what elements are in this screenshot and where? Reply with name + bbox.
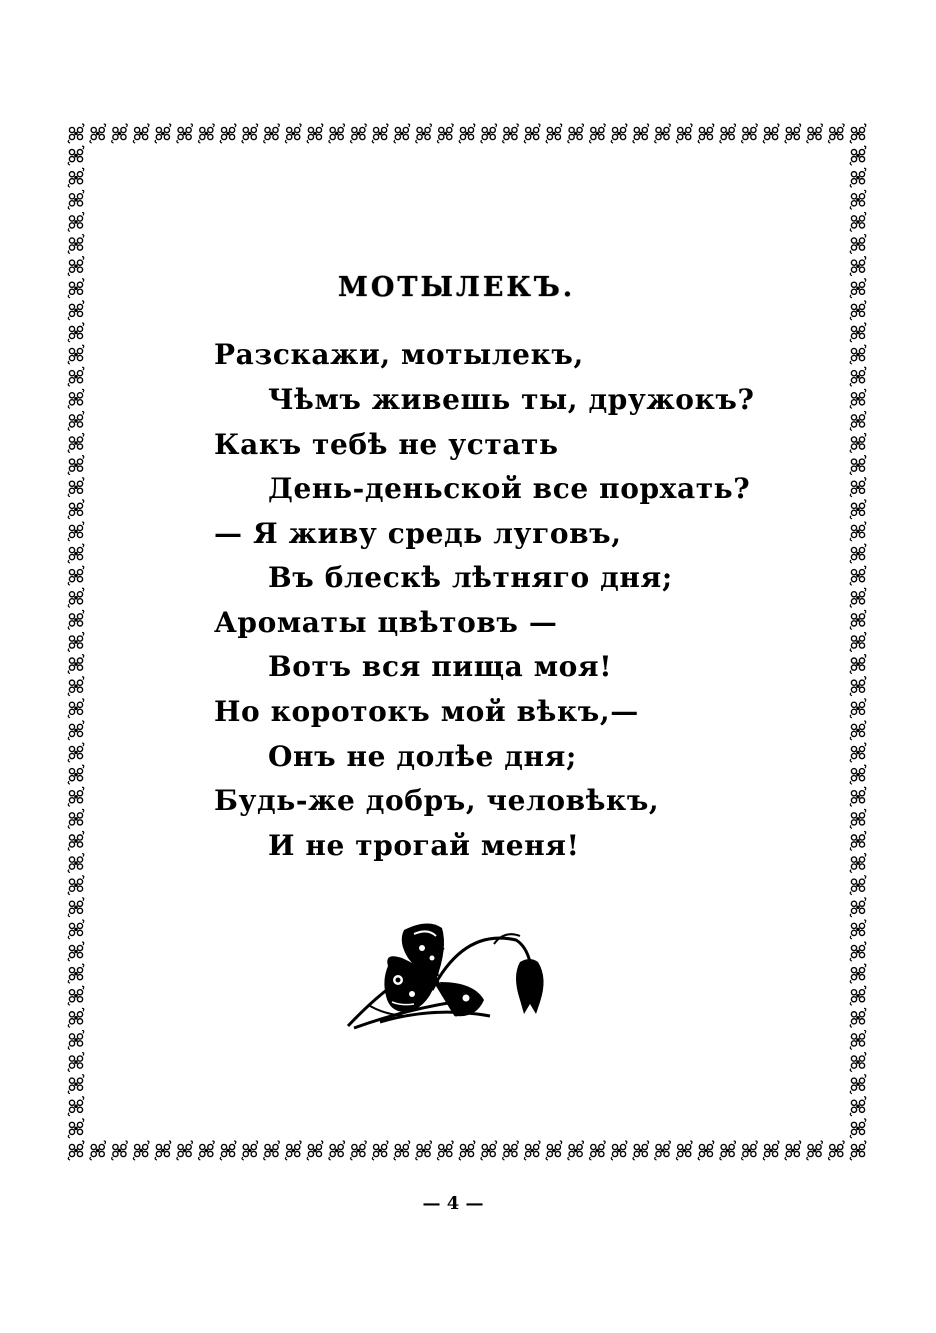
poem-line: Онъ не долѣе дня; xyxy=(268,740,577,773)
poem-line: Какъ тебѣ не устать xyxy=(214,428,559,461)
poem-line: Въ блескѣ лѣтняго дня; xyxy=(268,561,673,594)
poem-line: Вотъ вся пища моя! xyxy=(268,650,613,683)
poem-line: — Я живу средь луговъ, xyxy=(214,517,622,550)
poem-line: И не трогай меня! xyxy=(268,829,580,862)
poem-line: Будь-же добръ, человѣкъ, xyxy=(214,784,660,817)
poem-title: МОТЫЛЕКЪ. xyxy=(338,272,576,303)
poem-line: Ароматы цвѣтовъ — xyxy=(214,606,558,639)
page-number: — 4 — xyxy=(422,1193,484,1214)
butterfly-on-bellflower-icon xyxy=(344,918,564,1038)
poem-line: Чѣмъ живешь ты, дружокъ? xyxy=(268,383,755,416)
poem-line: Разскажи, мотылекъ, xyxy=(214,338,584,371)
poem-line: День-деньской все порхать? xyxy=(268,472,751,505)
poem-line: Но коротокъ мой вѣкъ,— xyxy=(214,695,639,728)
